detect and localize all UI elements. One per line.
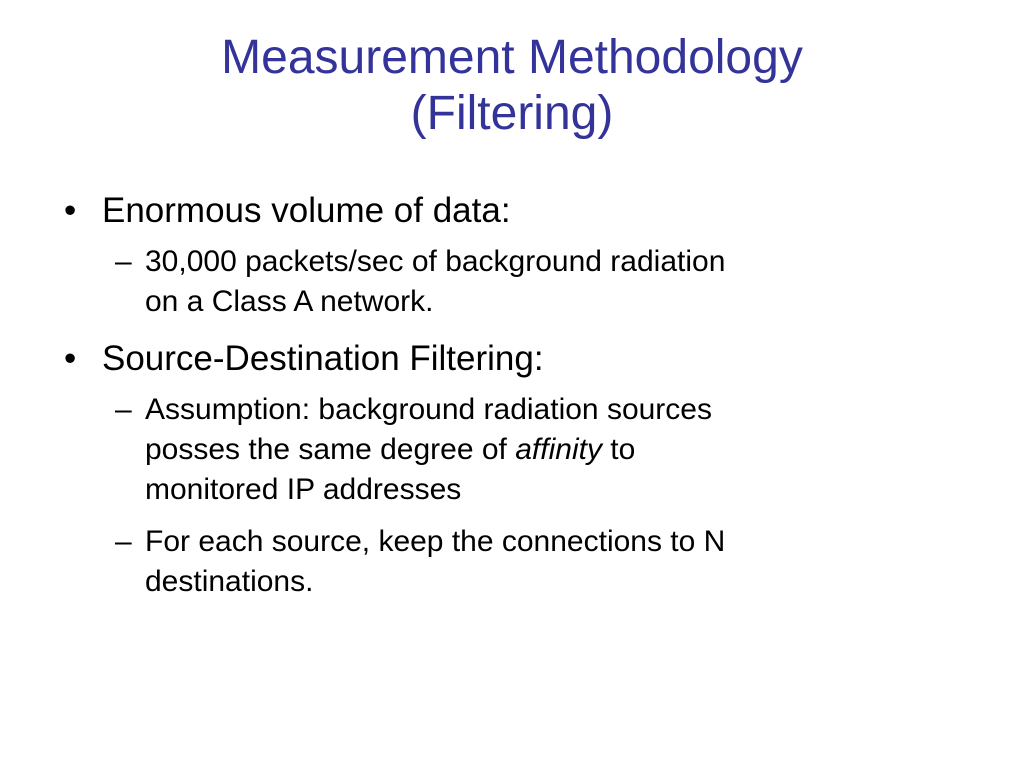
- bullet-glyph: •: [64, 339, 77, 378]
- bullet-text: Source-Destination Filtering:: [102, 339, 544, 378]
- dash-glyph: –: [115, 525, 132, 558]
- slide-title-line-2: (Filtering): [410, 87, 614, 140]
- sub-bullet-assumption: [60, 390, 960, 510]
- sub-bullet-line: 30,000 packets/sec of background radiation: [145, 245, 726, 278]
- slide-title-line-1: Measurement Methodology: [221, 31, 803, 84]
- sub-bullet-line: For each source, keep the connections to N: [145, 525, 726, 558]
- slide-title: [80, 30, 944, 142]
- sub-bullet-line: monitored IP addresses: [145, 473, 462, 506]
- dash-glyph: –: [115, 245, 132, 278]
- bullet-text: Enormous volume of data:: [102, 191, 511, 230]
- sub-bullet-line: Assumption: background radiation sources: [145, 393, 712, 426]
- sub-bullet-text: to: [601, 433, 636, 466]
- sub-bullet-each-source: [60, 522, 960, 602]
- sub-bullet-packets: [60, 242, 960, 322]
- slide-body: [60, 188, 960, 614]
- sub-bullet-text: posses the same degree of: [145, 433, 516, 466]
- sub-bullet-line: destinations.: [145, 565, 314, 598]
- dash-glyph: –: [115, 393, 132, 426]
- bullet-item-filtering: [60, 336, 960, 382]
- sub-bullet-line: [145, 430, 960, 470]
- emphasis-affinity: affinity: [515, 433, 602, 466]
- bullet-item-volume: [60, 188, 960, 234]
- sub-bullet-line: on a Class A network.: [145, 285, 434, 318]
- bullet-glyph: •: [64, 191, 77, 230]
